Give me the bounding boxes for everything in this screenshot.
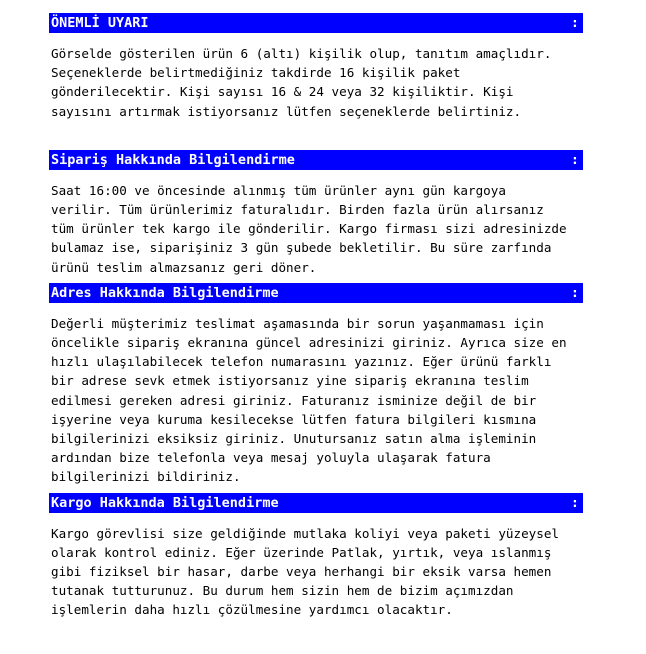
paragraph-line: gönderilecektir. Kişi sayısı 16 & 24 veya 32 kişiliktir. Kişi (51, 84, 514, 100)
paragraph-line: hızlı ulaşılabilecek telefon numarasını yazınız. Eğer ürünü farklı (51, 354, 552, 370)
paragraph-line: öncelikle sipariş ekranına güncel adresinizi giriniz. Ayrıca size en (51, 335, 567, 351)
paragraph-line: edilmesi gereken adresi giriniz. Faturanız isminize değil de bir (51, 392, 537, 408)
paragraph-line: bilgilerinizi bildiriniz. (51, 469, 241, 485)
section-header-colon: : (570, 15, 579, 31)
address-info-section (49, 283, 583, 487)
paragraph-line: Değerli müşterimiz teslimat aşamasında bir sorun yaşanmaması için (51, 315, 544, 331)
section-header-colon: : (570, 494, 579, 511)
paragraph-line: işyerine veya kuruma kesilecekse lütfen fatura bilgileri kısmına (51, 411, 537, 427)
paragraph-line: Saat 16:00 ve öncesinde alınmış tüm ürünler aynı gün kargoya (51, 182, 506, 198)
section-header-colon: : (570, 151, 579, 168)
paragraph-line: sayısını artırmak istiyorsanız lütfen seçeneklerde belirtiniz. (51, 103, 522, 119)
section-body-important-warning (49, 44, 583, 121)
important-warning-section (49, 13, 583, 121)
section-title: Kargo Hakkında Bilgilendirme (51, 494, 279, 511)
paragraph-line: bilgilerinizi eksiksiz giriniz. Unutursanız satın alma işleminin (51, 431, 537, 447)
section-title: Sipariş Hakkında Bilgilendirme (51, 151, 295, 168)
product-info-page (49, 13, 583, 620)
paragraph-line: Seçeneklerde belirtmediğiniz takdirde 16 kişilik paket (51, 65, 461, 81)
paragraph-line: tüm ürünler tek kargo ile gönderilir. Kargo firması sizi adresinizde (51, 221, 567, 237)
section-header-shipping-info (49, 493, 583, 513)
section-header-important-warning (49, 13, 583, 33)
section-title: ÖNEMLİ UYARI (51, 15, 149, 31)
section-header-order-info (49, 150, 583, 170)
section-title: Adres Hakkında Bilgilendirme (51, 284, 279, 301)
section-header-colon: : (570, 284, 579, 301)
paragraph-line: ürünü teslim almazsanız geri döner. (51, 259, 317, 275)
section-body-shipping-info (49, 524, 583, 620)
paragraph-line: Görselde gösterilen ürün 6 (altı) kişilik olup, tanıtım amaçlıdır. (51, 46, 552, 61)
paragraph-line: Kargo görevlisi size geldiğinde mutlaka koliyi veya paketi yüzeysel (51, 525, 559, 541)
section-body-address-info (49, 314, 583, 487)
paragraph-line: işlemlerin daha hızlı çözülmesine yardımcı olacaktır. (51, 602, 453, 618)
paragraph-line: olarak kontrol ediniz. Eğer üzerinde Patlak, yırtık, veya ıslanmış (51, 544, 552, 560)
order-info-section (49, 150, 583, 277)
paragraph-line: ardından bize telefonla veya mesaj yoluyla ulaşarak fatura (51, 450, 491, 466)
shipping-info-section (49, 493, 583, 620)
paragraph-line: gibi fiziksel bir hasar, darbe veya herhangi bir eksik varsa hemen (51, 564, 552, 580)
section-body-order-info (49, 181, 583, 277)
paragraph-line: verilir. Tüm ürünlerimiz faturalıdır. Birden fazla ürün alırsanız (51, 202, 544, 218)
paragraph-line: tutanak tutturunuz. Bu durum hem sizin hem de bizim açımızdan (51, 583, 514, 599)
section-header-address-info (49, 283, 583, 303)
paragraph-line: bulamaz ise, siparişiniz 3 gün şubede bekletilir. Bu süre zarfında (51, 240, 552, 256)
paragraph-line: bir adrese sevk etmek istiyorsanız yine sipariş ekranına teslim (51, 373, 529, 389)
